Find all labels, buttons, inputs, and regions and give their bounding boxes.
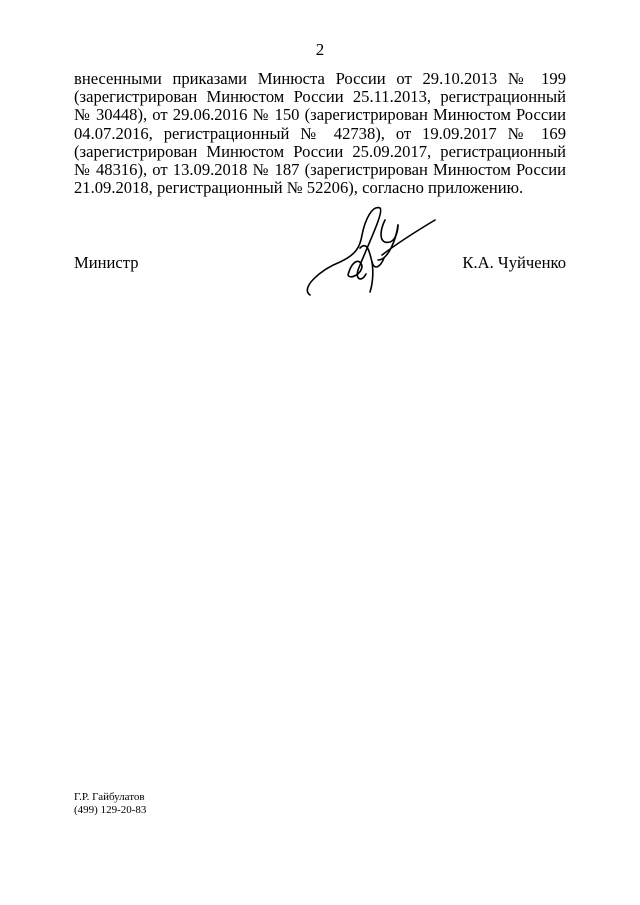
body-line: (зарегистрирован Минюстом России 25.11.2013, регистрационный xyxy=(74,87,566,107)
page-number: 2 xyxy=(315,40,325,59)
body-line: № 48316), от 13.09.2018 № 187 (зарегистрирован Минюстом России xyxy=(74,160,566,180)
signatory-title: Министр xyxy=(74,253,139,272)
body-line: № 30448), от 29.06.2016 № 150 (зарегистрирован Минюстом России xyxy=(74,105,566,125)
body-line: (зарегистрирован Минюстом России 25.09.2017, регистрационный xyxy=(74,141,566,161)
body-line: внесенными приказами Минюста России от 29.10.2013 № 199 xyxy=(74,69,566,88)
handwritten-signature xyxy=(300,200,440,300)
executor-info xyxy=(74,791,146,817)
executor-name: Г.Р. Гайбулатов xyxy=(74,791,145,803)
executor-phone: (499) 129-20-83 xyxy=(74,804,147,816)
body-line: 21.09.2018, регистрационный № 52206), согласно приложению. xyxy=(74,178,524,198)
body-text xyxy=(74,70,566,197)
body-line: 04.07.2016, регистрационный № 42738), от 19.09.2017 № 169 xyxy=(74,123,566,143)
signatory-name: К.А. Чуйченко xyxy=(462,253,566,272)
